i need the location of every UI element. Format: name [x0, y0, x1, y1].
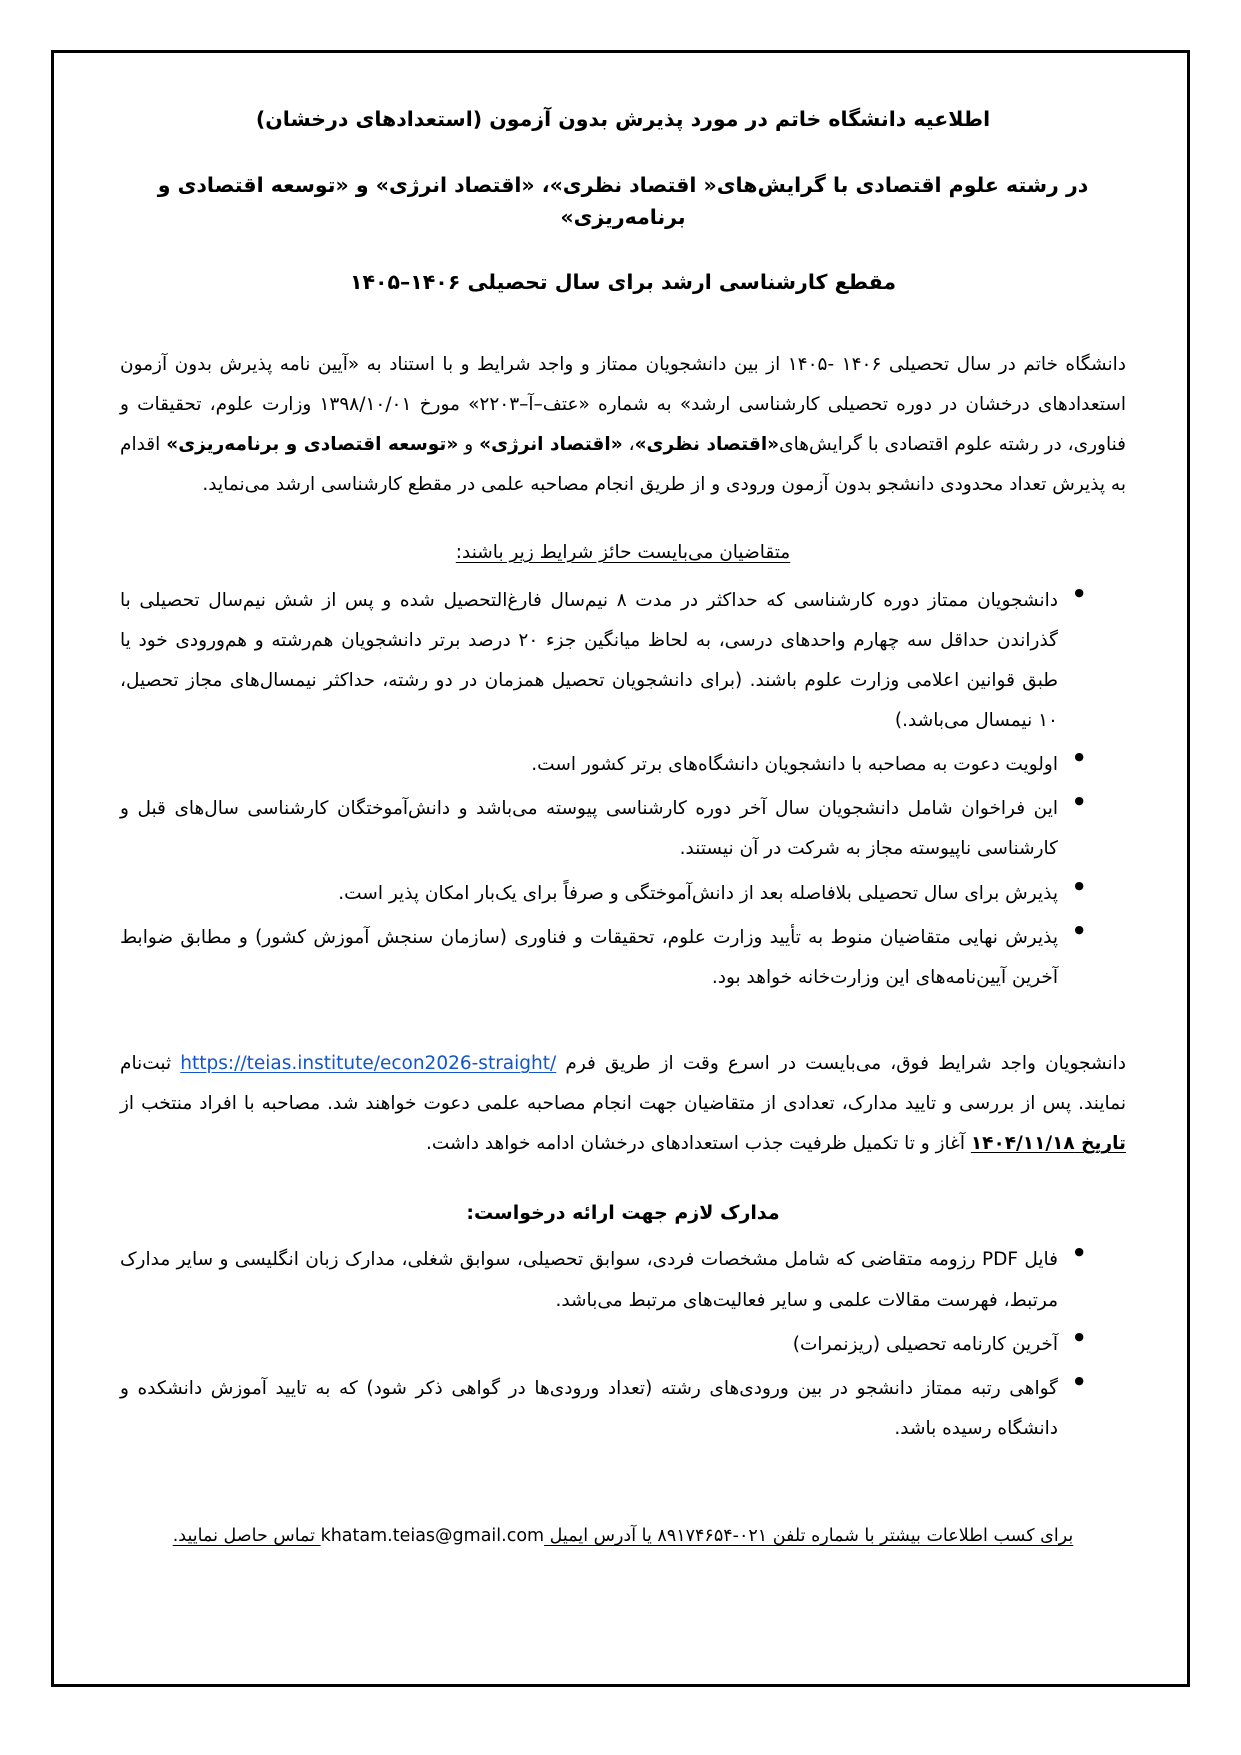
registration-paragraph: [120, 1044, 1126, 1164]
condition-item-3: این فراخوان شامل دانشجویان سال آخر دوره کارشناسی پیوسته می‌باشد و دانش‌آموختگان کارشناسی سال‌های قبل و کارشناسی ناپیوسته مجاز به شرکت در آن نیستند.: [120, 798, 1058, 860]
document-item-1: فایل PDF رزومه متقاضی که شامل مشخصات فردی، سوابق تحصیلی، سوابق شغلی، مدارک زبان انگلیسی و سایر مدارک مرتبط، فهرست مقالات علمی و سایر فعالیت‌های مرتبط می‌باشد.: [120, 1249, 1058, 1311]
conditions-heading: [120, 534, 1126, 571]
contact-footer: [120, 1519, 1126, 1554]
list-item: [120, 874, 1084, 914]
conditions-heading-text: متقاضیان می‌بایست حائز شرایط زیر باشند:: [455, 541, 791, 563]
announcement-title-line-1: اطلاعیه دانشگاه خاتم در مورد پذیرش بدون آزمون (استعدادهای درخشان): [255, 107, 991, 131]
registration-text-before-link: دانشجویان واجد شرایط فوق، می‌بایست در اسرع وقت از طریق فرم: [556, 1053, 1126, 1075]
list-item: [120, 1369, 1084, 1449]
list-item: [120, 745, 1084, 785]
condition-item-4: پذیرش برای سال تحصیلی بلافاصله بعد از دانش‌آموختگی و صرفاً برای یک‌بار امکان پذیر است.: [338, 882, 1058, 904]
intro-separator-2: و: [458, 434, 480, 456]
condition-item-1: دانشجویان ممتاز دوره کارشناسی که حداکثر در مدت ۸ نیم‌سال فارغ‌التحصیل شده و پس از شش نیم‌سال تحصیلی با گذراندن حداقل سه چهارم واحدهای درسی، به لحاظ میانگین جزء ۲۰ درصد برتر دانشجویان هم‌رشته و هم‌ورودی خود یا طبق قوانین اعلامی وزارت علوم باشند. (برای دانشجویان تحصیل همزمان در دو رشته، حداکثر نیمسال‌های مجاز تحصیل، ۱۰ نیمسال می‌باشد.): [120, 589, 1058, 732]
list-item: [120, 1325, 1084, 1365]
registration-text-after-link: ثبت‌نام نمایند. پس از بررسی و تایید مدارک، تعدادی از متقاضیان جهت انجام مصاحبه علمی دعوت خواهند شد. مصاحبه با افراد منتخب از: [120, 1053, 1126, 1115]
announcement-title-line-2: در رشته علوم اقتصادی با گرایش‌های« اقتصاد نظری»، «اقتصاد انرژی» و «توسعه اقتصادی و برنامه‌ریزی»: [157, 172, 1089, 229]
field-emphasis-theoretical-economics: «اقتصاد نظری»: [634, 434, 780, 456]
conditions-list: [120, 581, 1126, 998]
document-item-3: گواهی رتبه ممتاز دانشجو در بین ورودی‌های رشته (تعداد ورودی‌ها در گواهی ذکر شود) که به تایید آموزش دانشکده و دانشگاه رسیده باشد.: [120, 1377, 1058, 1440]
intro-text-part-2: اقدام به پذیرش تعداد محدودی دانشجو بدون آزمون ورودی و از طریق انجام مصاحبه علمی در مقطع کارشناسی ارشد می‌نماید.: [120, 434, 1126, 496]
intro-paragraph: [120, 345, 1126, 506]
intro-separator-1: ،: [622, 434, 635, 456]
condition-item-2: اولویت دعوت به مصاحبه با دانشجویان دانشگاه‌های برتر کشور است.: [531, 754, 1058, 776]
list-item: [120, 918, 1084, 998]
field-emphasis-energy-economics: «اقتصاد انرژی»: [479, 434, 623, 456]
title-block: [120, 104, 1126, 299]
contact-text-part-2: تماس حاصل نمایید.: [172, 1526, 321, 1547]
field-emphasis-development-planning: «توسعه اقتصادی و برنامه‌ریزی»: [166, 434, 459, 456]
document-item-2: آخرین کارنامه تحصیلی (ریزنمرات): [792, 1333, 1058, 1355]
list-item: [120, 789, 1084, 869]
registration-form-link[interactable]: https://teias.institute/econ2026-straight/: [180, 1053, 557, 1075]
required-documents-heading: مدارک لازم جهت ارائه درخواست:: [466, 1202, 780, 1225]
list-item: [120, 581, 1084, 742]
intro-text-part-1: دانشگاه خاتم در سال تحصیلی ۱۴۰۶ -۱۴۰۵ از بین دانشجویان ممتاز و واجد شرایط و با استناد به «آیین نامه پذیرش بدون آزمون استعدادهای درخشان در دوره تحصیلی کارشناسی ارشد» به شماره «عتف–آ–۲۲۰۳» مورخ ۱۳۹۸/۱۰/۰۱ وزارت علوم، تحقیقات و فناوری، در رشته علوم اقتصادی با گرایش‌های: [120, 354, 1127, 456]
required-documents-list: [120, 1240, 1126, 1449]
contact-email[interactable]: khatam.teias@gmail.com: [320, 1526, 545, 1547]
condition-item-5: پذیرش نهایی متقاضیان منوط به تأیید وزارت علوم، تحقیقات و فناوری (سازمان سنجش آموزش کشور) و مطابق ضوابط آخرین آیین‌نامه‌های این وزارت‌خانه خواهد بود.: [120, 926, 1058, 988]
registration-text-tail: آغاز و تا تکمیل ظرفیت جذب استعدادهای درخشان ادامه خواهد داشت.: [426, 1133, 971, 1155]
announcement-title-line-3: مقطع کارشناسی ارشد برای سال تحصیلی ۱۴۰۶–۱۴۰۵: [349, 270, 897, 295]
interview-start-date: تاریخ ۱۴۰۴/۱۱/۱۸: [970, 1133, 1126, 1155]
contact-text-part-1: برای کسب اطلاعات بیشتر با شماره تلفن ۰۲۱-۸۹۱۷۴۶۵۴ یا آدرس ایمیل: [544, 1526, 1074, 1547]
list-item: [120, 1240, 1084, 1320]
document-content: [120, 88, 1126, 1554]
